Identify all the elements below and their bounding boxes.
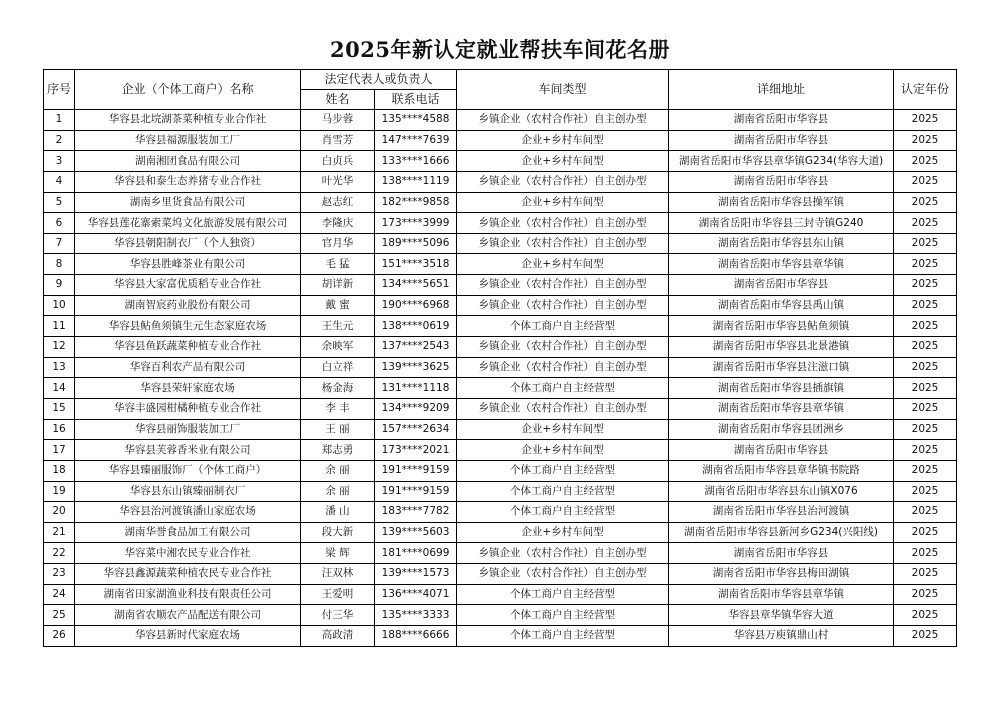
table-row <box>44 564 957 585</box>
table-row <box>44 481 957 502</box>
cell-year: 2025 <box>894 460 957 481</box>
cell-seq: 3 <box>44 151 75 172</box>
table-row <box>44 130 957 151</box>
cell-name: 付三华 <box>301 605 375 626</box>
cell-company: 华容县大家富优质稻专业合作社 <box>75 275 301 296</box>
cell-type: 企业+乡村车间型 <box>457 151 669 172</box>
cell-address: 湖南省岳阳市华容县北景港镇 <box>669 337 894 358</box>
header-phone: 联系电话 <box>375 90 457 110</box>
header-name: 姓名 <box>301 90 375 110</box>
cell-name: 汪双林 <box>301 564 375 585</box>
cell-phone: 190****6968 <box>375 295 457 316</box>
cell-company: 湖南湘团食品有限公司 <box>75 151 301 172</box>
cell-year: 2025 <box>894 337 957 358</box>
cell-type: 乡镇企业（农村合作社）自主创办型 <box>457 275 669 296</box>
cell-type: 个体工商户自主经营型 <box>457 626 669 647</box>
header-legal-rep: 法定代表人或负责人 <box>301 70 457 90</box>
cell-address: 湖南省岳阳市华容县 <box>669 130 894 151</box>
cell-type: 乡镇企业（农村合作社）自主创办型 <box>457 110 669 131</box>
roster-body <box>44 110 957 647</box>
cell-company: 华容百利农产品有限公司 <box>75 357 301 378</box>
cell-address: 华容县万庾镇鼎山村 <box>669 626 894 647</box>
cell-type: 乡镇企业（农村合作社）自主创办型 <box>457 337 669 358</box>
cell-seq: 25 <box>44 605 75 626</box>
cell-seq: 11 <box>44 316 75 337</box>
table-row <box>44 460 957 481</box>
cell-seq: 13 <box>44 357 75 378</box>
cell-address: 华容县章华镇华容大道 <box>669 605 894 626</box>
cell-year: 2025 <box>894 295 957 316</box>
cell-address: 湖南省岳阳市华容县 <box>669 110 894 131</box>
cell-name: 潘 山 <box>301 502 375 523</box>
cell-year: 2025 <box>894 213 957 234</box>
cell-seq: 8 <box>44 254 75 275</box>
table-row <box>44 275 957 296</box>
cell-address: 湖南省岳阳市华容县章华镇 <box>669 398 894 419</box>
cell-name: 白立祥 <box>301 357 375 378</box>
cell-company: 华容县胜峰茶业有限公司 <box>75 254 301 275</box>
header-year: 认定年份 <box>894 70 957 110</box>
cell-type: 乡镇企业（农村合作社）自主创办型 <box>457 357 669 378</box>
cell-seq: 15 <box>44 398 75 419</box>
cell-year: 2025 <box>894 275 957 296</box>
cell-year: 2025 <box>894 151 957 172</box>
header-company: 企业（个体工商户）名称 <box>75 70 301 110</box>
cell-company: 湖南乡里货食品有限公司 <box>75 192 301 213</box>
cell-year: 2025 <box>894 110 957 131</box>
table-row <box>44 171 957 192</box>
cell-seq: 14 <box>44 378 75 399</box>
cell-company: 华容县鲇鱼须镇生元生态家庭农场 <box>75 316 301 337</box>
cell-year: 2025 <box>894 584 957 605</box>
cell-phone: 183****7782 <box>375 502 457 523</box>
cell-phone: 147****7639 <box>375 130 457 151</box>
cell-year: 2025 <box>894 626 957 647</box>
cell-company: 华容县和泰生态养猪专业合作社 <box>75 171 301 192</box>
cell-company: 湖南省农顺农产品配送有限公司 <box>75 605 301 626</box>
cell-phone: 134****5651 <box>375 275 457 296</box>
header-seq: 序号 <box>44 70 75 110</box>
table-row <box>44 543 957 564</box>
cell-seq: 17 <box>44 440 75 461</box>
cell-seq: 1 <box>44 110 75 131</box>
cell-name: 叶光华 <box>301 171 375 192</box>
cell-company: 华容县朝阳制衣厂（个人独资） <box>75 233 301 254</box>
cell-type: 乡镇企业（农村合作社）自主创办型 <box>457 543 669 564</box>
table-row <box>44 192 957 213</box>
cell-address: 湖南省岳阳市华容县章华镇书院路 <box>669 460 894 481</box>
table-row <box>44 233 957 254</box>
cell-year: 2025 <box>894 605 957 626</box>
cell-address: 湖南省岳阳市华容县禹山镇 <box>669 295 894 316</box>
cell-type: 个体工商户自主经营型 <box>457 481 669 502</box>
cell-address: 湖南省岳阳市华容县治河渡镇 <box>669 502 894 523</box>
header-address: 详细地址 <box>669 70 894 110</box>
cell-name: 杨金海 <box>301 378 375 399</box>
table-row <box>44 398 957 419</box>
table-row <box>44 626 957 647</box>
cell-phone: 157****2634 <box>375 419 457 440</box>
cell-year: 2025 <box>894 233 957 254</box>
table-row <box>44 584 957 605</box>
cell-phone: 189****5096 <box>375 233 457 254</box>
cell-year: 2025 <box>894 419 957 440</box>
cell-address: 湖南省岳阳市华容县 <box>669 171 894 192</box>
cell-company: 华容县福源服装加工厂 <box>75 130 301 151</box>
cell-name: 肖雪芳 <box>301 130 375 151</box>
cell-company: 华容菜中湘农民专业合作社 <box>75 543 301 564</box>
cell-year: 2025 <box>894 502 957 523</box>
cell-year: 2025 <box>894 440 957 461</box>
cell-name: 李隆庆 <box>301 213 375 234</box>
cell-type: 乡镇企业（农村合作社）自主创办型 <box>457 213 669 234</box>
cell-seq: 12 <box>44 337 75 358</box>
cell-company: 华容县鑫源蔬菜种植农民专业合作社 <box>75 564 301 585</box>
page-title: 2025年新认定就业帮扶车间花名册 <box>330 37 670 62</box>
table-row <box>44 605 957 626</box>
cell-year: 2025 <box>894 254 957 275</box>
cell-address: 湖南省岳阳市华容县 <box>669 440 894 461</box>
cell-type: 企业+乡村车间型 <box>457 130 669 151</box>
cell-type: 企业+乡村车间型 <box>457 254 669 275</box>
cell-phone: 137****2543 <box>375 337 457 358</box>
cell-name: 余 丽 <box>301 481 375 502</box>
cell-seq: 20 <box>44 502 75 523</box>
cell-phone: 135****4588 <box>375 110 457 131</box>
cell-name: 白贞兵 <box>301 151 375 172</box>
table-row <box>44 110 957 131</box>
cell-phone: 135****3333 <box>375 605 457 626</box>
cell-company: 湖南智宸药业股份有限公司 <box>75 295 301 316</box>
cell-year: 2025 <box>894 171 957 192</box>
cell-year: 2025 <box>894 564 957 585</box>
cell-type: 个体工商户自主经营型 <box>457 316 669 337</box>
table-row <box>44 213 957 234</box>
cell-year: 2025 <box>894 522 957 543</box>
cell-address: 湖南省岳阳市华容县注滋口镇 <box>669 357 894 378</box>
cell-type: 企业+乡村车间型 <box>457 440 669 461</box>
cell-seq: 7 <box>44 233 75 254</box>
cell-type: 企业+乡村车间型 <box>457 419 669 440</box>
cell-type: 个体工商户自主经营型 <box>457 584 669 605</box>
table-row <box>44 502 957 523</box>
cell-year: 2025 <box>894 130 957 151</box>
cell-name: 余 丽 <box>301 460 375 481</box>
cell-company: 华容县北垸湖茶菜种植专业合作社 <box>75 110 301 131</box>
cell-phone: 191****9159 <box>375 481 457 502</box>
cell-company: 华容县臻丽服饰厂（个体工商户） <box>75 460 301 481</box>
cell-name: 马步蓉 <box>301 110 375 131</box>
cell-type: 乡镇企业（农村合作社）自主创办型 <box>457 233 669 254</box>
cell-name: 郑志勇 <box>301 440 375 461</box>
table-row <box>44 316 957 337</box>
cell-name: 王爱明 <box>301 584 375 605</box>
cell-address: 湖南省岳阳市华容县章华镇 <box>669 254 894 275</box>
cell-name: 胡详新 <box>301 275 375 296</box>
cell-company: 华容县东山镇臻丽制衣厂 <box>75 481 301 502</box>
cell-year: 2025 <box>894 378 957 399</box>
cell-phone: 191****9159 <box>375 460 457 481</box>
header-type: 车间类型 <box>457 70 669 110</box>
cell-type: 乡镇企业（农村合作社）自主创办型 <box>457 295 669 316</box>
cell-company: 湖南华誉食品加工有限公司 <box>75 522 301 543</box>
cell-seq: 2 <box>44 130 75 151</box>
cell-name: 毛 猛 <box>301 254 375 275</box>
cell-type: 乡镇企业（农村合作社）自主创办型 <box>457 564 669 585</box>
cell-type: 个体工商户自主经营型 <box>457 502 669 523</box>
cell-phone: 151****3518 <box>375 254 457 275</box>
cell-phone: 182****9858 <box>375 192 457 213</box>
cell-seq: 22 <box>44 543 75 564</box>
cell-seq: 23 <box>44 564 75 585</box>
cell-year: 2025 <box>894 357 957 378</box>
cell-address: 湖南省岳阳市华容县梅田湖镇 <box>669 564 894 585</box>
cell-seq: 5 <box>44 192 75 213</box>
table-row <box>44 419 957 440</box>
header-row <box>44 70 957 90</box>
cell-name: 段大新 <box>301 522 375 543</box>
cell-address: 湖南省岳阳市华容县三封寺镇G240 <box>669 213 894 234</box>
cell-address: 湖南省岳阳市华容县章华镇 <box>669 584 894 605</box>
cell-address: 湖南省岳阳市华容县章华镇G234(华容大道) <box>669 151 894 172</box>
cell-phone: 173****2021 <box>375 440 457 461</box>
cell-year: 2025 <box>894 481 957 502</box>
cell-address: 湖南省岳阳市华容县鲇鱼须镇 <box>669 316 894 337</box>
cell-name: 赵志红 <box>301 192 375 213</box>
cell-phone: 181****0699 <box>375 543 457 564</box>
cell-company: 华容县荣轩家庭农场 <box>75 378 301 399</box>
cell-year: 2025 <box>894 543 957 564</box>
cell-address: 湖南省岳阳市华容县 <box>669 275 894 296</box>
cell-phone: 139****1573 <box>375 564 457 585</box>
cell-seq: 19 <box>44 481 75 502</box>
cell-phone: 138****1119 <box>375 171 457 192</box>
cell-year: 2025 <box>894 398 957 419</box>
cell-seq: 4 <box>44 171 75 192</box>
cell-phone: 173****3999 <box>375 213 457 234</box>
cell-phone: 134****9209 <box>375 398 457 419</box>
cell-seq: 24 <box>44 584 75 605</box>
cell-type: 个体工商户自主经营型 <box>457 378 669 399</box>
cell-seq: 10 <box>44 295 75 316</box>
cell-phone: 136****4071 <box>375 584 457 605</box>
cell-address: 湖南省岳阳市华容县操军镇 <box>669 192 894 213</box>
cell-type: 企业+乡村车间型 <box>457 522 669 543</box>
cell-phone: 138****0619 <box>375 316 457 337</box>
cell-address: 湖南省岳阳市华容县 <box>669 543 894 564</box>
cell-seq: 6 <box>44 213 75 234</box>
cell-phone: 139****5603 <box>375 522 457 543</box>
cell-name: 李 丰 <box>301 398 375 419</box>
table-row <box>44 337 957 358</box>
cell-year: 2025 <box>894 192 957 213</box>
table-row <box>44 151 957 172</box>
cell-phone: 139****3625 <box>375 357 457 378</box>
cell-name: 王生元 <box>301 316 375 337</box>
cell-address: 湖南省岳阳市华容县新河乡G234(兴阳线) <box>669 522 894 543</box>
cell-seq: 16 <box>44 419 75 440</box>
table-row <box>44 522 957 543</box>
table-row <box>44 378 957 399</box>
table-row <box>44 440 957 461</box>
cell-year: 2025 <box>894 316 957 337</box>
cell-company: 湖南省田家湖渔业科技有限责任公司 <box>75 584 301 605</box>
cell-name: 余映军 <box>301 337 375 358</box>
cell-type: 乡镇企业（农村合作社）自主创办型 <box>457 171 669 192</box>
cell-name: 高政清 <box>301 626 375 647</box>
cell-type: 个体工商户自主经营型 <box>457 605 669 626</box>
cell-seq: 9 <box>44 275 75 296</box>
cell-company: 华容县新时代家庭农场 <box>75 626 301 647</box>
cell-address: 湖南省岳阳市华容县插旗镇 <box>669 378 894 399</box>
cell-type: 乡镇企业（农村合作社）自主创办型 <box>457 398 669 419</box>
table-row <box>44 357 957 378</box>
cell-company: 华容县鱼跃蔬菜种植专业合作社 <box>75 337 301 358</box>
cell-address: 湖南省岳阳市华容县东山镇X076 <box>669 481 894 502</box>
cell-company: 华容丰盛园柑橘种植专业合作社 <box>75 398 301 419</box>
cell-phone: 188****6666 <box>375 626 457 647</box>
cell-seq: 26 <box>44 626 75 647</box>
cell-company: 华容县芙蓉香米业有限公司 <box>75 440 301 461</box>
cell-address: 湖南省岳阳市华容县东山镇 <box>669 233 894 254</box>
cell-type: 企业+乡村车间型 <box>457 192 669 213</box>
cell-seq: 21 <box>44 522 75 543</box>
cell-type: 个体工商户自主经营型 <box>457 460 669 481</box>
table-row <box>44 295 957 316</box>
roster-table <box>43 69 957 647</box>
cell-seq: 18 <box>44 460 75 481</box>
cell-company: 华容县丽饰服装加工厂 <box>75 419 301 440</box>
table-row <box>44 254 957 275</box>
cell-name: 戴 蜜 <box>301 295 375 316</box>
cell-name: 官月华 <box>301 233 375 254</box>
cell-company: 华容县莲花寨索菜坞文化旅游发展有限公司 <box>75 213 301 234</box>
cell-phone: 133****1666 <box>375 151 457 172</box>
cell-name: 王 丽 <box>301 419 375 440</box>
cell-phone: 131****1118 <box>375 378 457 399</box>
cell-address: 湖南省岳阳市华容县团洲乡 <box>669 419 894 440</box>
cell-company: 华容县治河渡镇潘山家庭农场 <box>75 502 301 523</box>
cell-name: 梁 辉 <box>301 543 375 564</box>
